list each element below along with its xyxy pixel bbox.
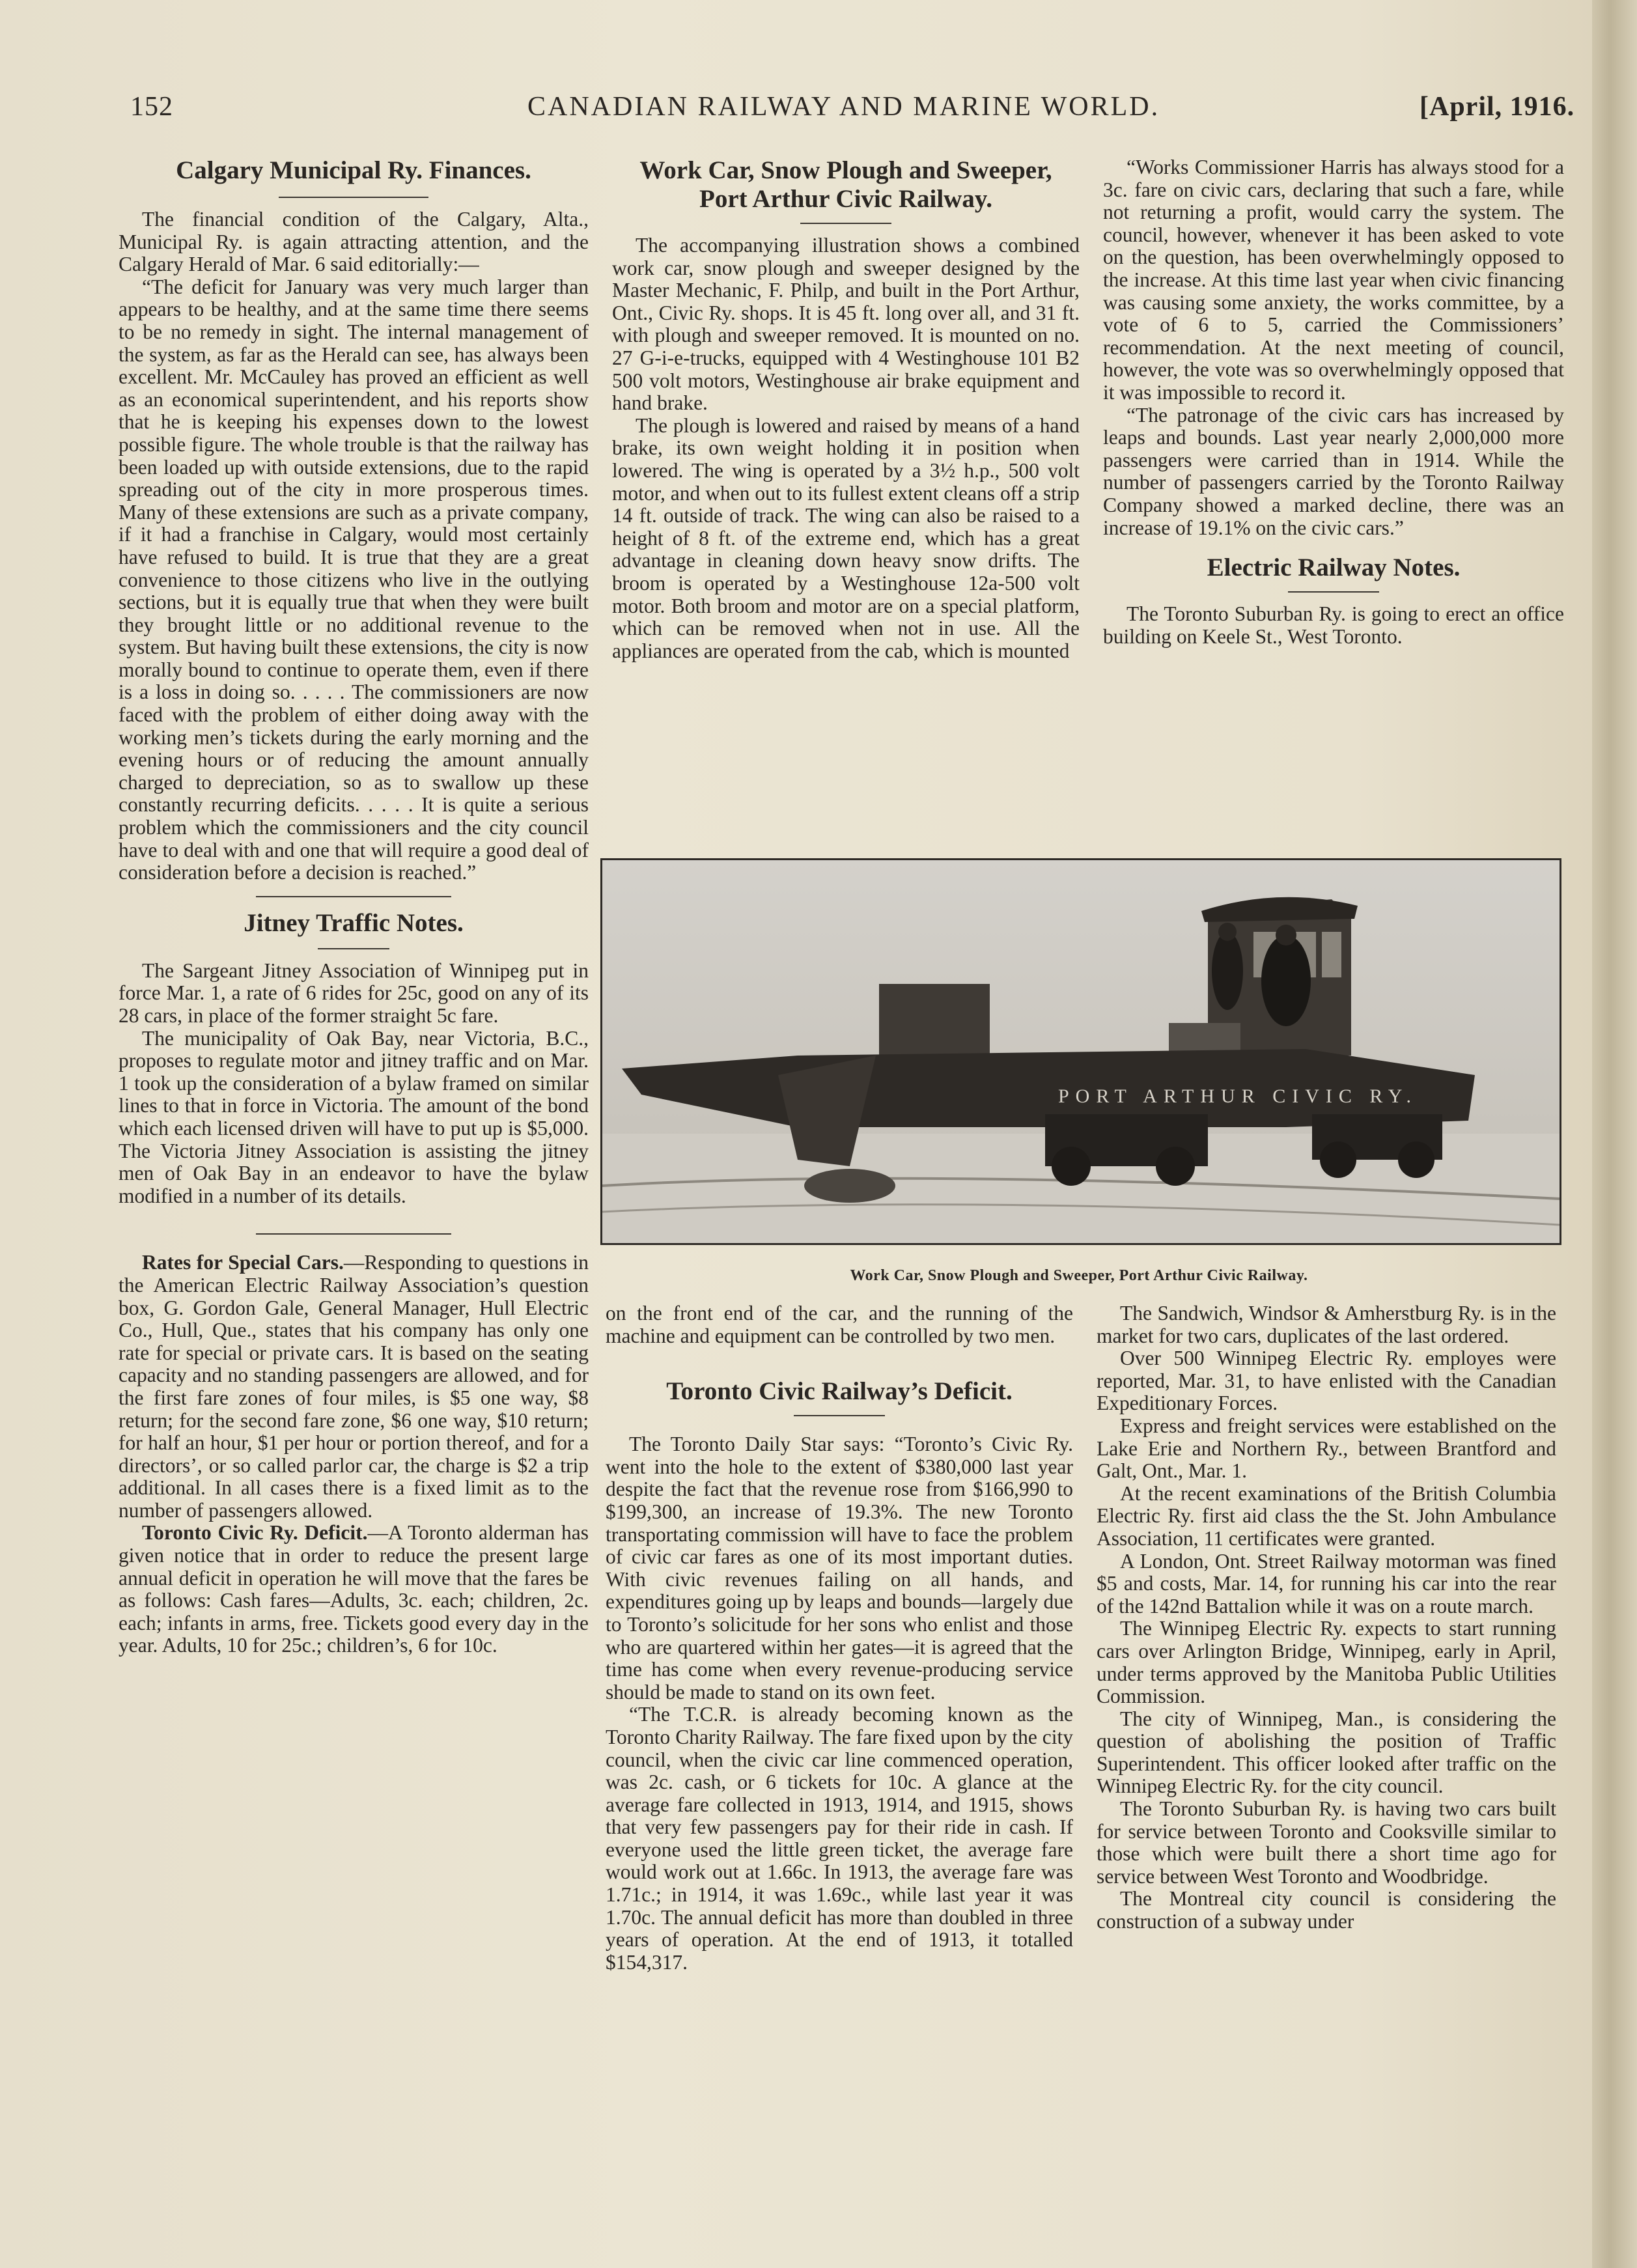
paragraph: The financial condition of the Calgary, Alta., Municipal Ry. is again attracting attention, and the Calgary Herald of Mar. 6 said editorially:—	[119, 208, 589, 276]
column-right-bottom	[1097, 1302, 1556, 1933]
issue-date: [April, 1916.	[1420, 92, 1575, 122]
page-number: 152	[130, 92, 173, 122]
heading-rule	[800, 223, 891, 224]
rates-text: —Responding to questions in the American Electric Railway Association’s question box, G. Gordon Gale, General Manager, Hull Electric Co., Hull, Que., states that his company has only one rate for special or private cars. It is based on the seating capacity and no standing passengers are allowed, and for the first fare zones of four miles, is $5 one way, $8 return; for the second fare zone, $6 one way, $10 return; for half an hour, $1 per hour or portion thereof, and for a directors’, or so called parlor car, the charge is $2 a trip additional. In all cases there is a fixed limit as to the number of passengers allowed.	[119, 1251, 589, 1522]
paragraph: Over 500 Winnipeg Electric Ry. employes were reported, Mar. 31, to have enlisted with the Canadian Expeditionary Forces.	[1097, 1347, 1556, 1415]
heading-workcar-line2: Port Arthur Civic Railway.	[699, 185, 992, 213]
work-car-photo	[600, 858, 1561, 1245]
paragraph: The Montreal city council is considering the construction of a subway under	[1097, 1887, 1556, 1933]
heading-rule	[794, 1415, 885, 1416]
motor-housing	[879, 984, 990, 1062]
paragraph: At the recent examinations of the British Columbia Electric Ry. first aid class the the St. John Ambulance Association, 11 certificates were granted.	[1097, 1481, 1556, 1550]
paragraph: The Sargeant Jitney Association of Winnipeg put in force Mar. 1, a rate of 6 rides for 25c, good on any of its 28 cars, in place of the former straight 5c fare.	[119, 959, 589, 1027]
paragraph: A London, Ont. Street Railway motorman was fined $5 and costs, Mar. 14, for running his car into the rear of the 142nd Battalion while it was on a route march.	[1097, 1549, 1556, 1617]
paragraph: The Toronto Suburban Ry. is going to erect an office building on Keele St., West Toronto.	[1103, 602, 1564, 648]
paragraph: The Winnipeg Electric Ry. expects to start running cars over Arlington Bridge, Winnipeg, early in April, under terms approved by the Manitoba Public Utilities Commission.	[1097, 1617, 1556, 1708]
paragraph: The accompanying illustration shows a combined work car, snow plough and sweeper designed by the Master Mechanic, F. Philp, and built in the Port Arthur, Ont., Civic Ry. shops. It is 45 ft. long over all, and 31 ft. with plough and sweeper removed. It is mounted on no. 27 G-i-e-trucks, equipped with 4 Westinghouse 101 B2 500 volt motors, Westinghouse air brake equipment and hand brake.	[612, 234, 1080, 415]
section-rule	[256, 896, 451, 897]
journal-title: CANADIAN RAILWAY AND MARINE WORLD.	[527, 92, 1160, 122]
column-middle-bottom	[606, 1302, 1073, 1974]
heading-calgary: Calgary Municipal Ry. Finances.	[176, 156, 531, 184]
paragraph: The Toronto Suburban Ry. is having two cars built for service between Toronto and Cooksville similar to those which were built there a short time ago for service between West Toronto and Woodbridge.	[1097, 1797, 1556, 1888]
section-rule	[256, 1233, 451, 1235]
page-gutter	[1592, 0, 1637, 2268]
paragraph: “Works Commissioner Harris has always stood for a 3c. fare on civic cars, declaring that such a fare, while not returning a profit, would carry the system. The council, however, whenever it has been asked to vote on the question, has been overwhelmingly opposed to the increase. At this time last year when civic financing was causing some anxiety, the works committee, by a vote of 6 to 5, carried the Commissioners’ recommendation. At the next meeting of council, however, the vote was so overwhelmingly opposed that it was impossible to record it.	[1103, 156, 1564, 404]
column-right-top	[1103, 156, 1564, 648]
article-calgary	[119, 156, 589, 884]
paragraph: The municipality of Oak Bay, near Victoria, B.C., proposes to regulate motor and jitney traffic and on Mar. 1 took up the consideration of a bylaw framed on similar lines to that in force in Victoria. The amount of the bond which each licensed driven will have to put up is $5,000. The Victoria Jitney Association is assisting the jitney men of Oak Bay in an endeavor to have the bylaw modified in a number of its details.	[119, 1026, 589, 1207]
heading-toronto: Toronto Civic Railway’s Deficit.	[666, 1377, 1013, 1406]
crew-member	[1212, 932, 1243, 1010]
heading-rule	[1288, 591, 1379, 593]
runin-rates: Rates for Special Cars.	[142, 1251, 344, 1274]
article-jitney	[119, 909, 589, 1208]
heading-electric: Electric Railway Notes.	[1207, 553, 1461, 582]
paragraph: The plough is lowered and raised by means of a hand brake, its own weight holding it in position when lowered. The wing is operated by a 3½ h.p., 500 volt motor, and when out to its fullest extent cleans off a strip 14 ft. outside of track. The wing can also be raised to a height of 8 ft. of the extreme end, which has a great advantage in cleaning down heavy snow drifts. The broom is operated by a Westinghouse 12a-500 volt motor. Both broom and motor are on a special platform, which can be removed when not in use. All the appliances are operated from the cab, which is mounted	[612, 413, 1080, 662]
rates-paragraph	[119, 1252, 589, 1522]
column-middle-top	[612, 156, 1080, 662]
sweeper-broom	[804, 1169, 895, 1203]
paragraph: The Sandwich, Windsor & Amherstburg Ry. is in the market for two cars, duplicates of the last ordered.	[1097, 1302, 1556, 1347]
column-left	[119, 156, 589, 1657]
heading-workcar-line1: Work Car, Snow Plough and Sweeper,	[639, 156, 1052, 184]
heading-rule	[318, 948, 389, 949]
car-lettering: PORT ARTHUR CIVIC RY.	[1058, 1085, 1418, 1107]
tcr-text: —A Toronto alderman has given notice that in order to reduce the present large annual deficit in operation he will move that the fares be as follows: Cash fares—Adults, 3c. each; children, 2c. each; infants in arms, free. Tickets good every day in the year. Adults, 10 for 25c.; children’s, 6 for 10c.	[119, 1521, 589, 1657]
paragraph-continuation: on the front end of the car, and the running of the machine and equipment can be controlled by two men.	[606, 1302, 1073, 1347]
paragraph: “The T.C.R. is already becoming known as the Toronto Charity Railway. The fare fixed upon by the city council, when the civic car line commenced operation, was 2c. cash, or 6 tickets for 10c. A glance at the average fare collected in 1913, 1914, and 1915, shows that very few passengers pay for their ride in cash. If everyone used the little green ticket, the average fare would work out at 1.66c. In 1913, the average fare was 1.71c.; in 1914, it was 1.69c., while last year it was 1.70c. The annual deficit has more than doubled in three years of operation. At the end of 1913, it totalled $154,317.	[606, 1703, 1073, 1974]
paragraph: “The deficit for January was very much larger than appears to be healthy, and at the same time there seems to be no remedy in sight. The internal management of the system, as far as the Herald can see, has always been excellent. Mr. McCauley has proved an efficient as well as an economical superintendent, and his reports show that he is keeping his expenses down to the lowest possible figure. The whole trouble is that the railway has been loaded up with outside extensions, due to the rapid spreading out of the city in more prosperous times. Many of these extensions are such as a private company, if it had a franchise in Calgary, would most certainly have refused to build. It is true that they are a great convenience to those citizens who live in the outlying sections, but it is equally true that when they were built they brought little or no additional revenue to the system. But having built these extensions, the city is now morally bound to continue to operate them, even if there is a loss in doing so. . . . . The commissioners are now faced with the problem of either doing away with the working men’s tickets during the early morning and the evening hours or of reducing the amount annually charged to depreciation, so as to swallow up these constantly recurring deficits. . . . . It is quite a serious problem which the commissioners and the city council have to deal with and one that will require a good deal of consideration before a decision is reached.”	[119, 275, 589, 884]
paragraph: “The patronage of the civic cars has increased by leaps and bounds. Last year nearly 2,000,000 more passengers were carried than in 1914. While the number of passengers carried by the Toronto Railway Company showed a marked decline, there was an increase of 19.1% on the civic cars.”	[1103, 403, 1564, 539]
crew-member	[1261, 935, 1311, 1026]
heading-rule	[279, 197, 428, 198]
photo-caption: Work Car, Snow Plough and Sweeper, Port Arthur Civic Railway.	[850, 1267, 1308, 1284]
heading-jitney: Jitney Traffic Notes.	[244, 908, 464, 937]
paragraph: The Toronto Daily Star says: “Toronto’s Civic Ry. went into the hole to the extent of $380,000 last year despite the fact that the revenue rose from $166,990 to $199,300, an increase of 19.3%. The new Toronto transportating commission will have to face the problem of civic car fares as one of its most important duties. With civic revenues failing on all hands, and expenditures going up by leaps and bounds—largely due to Toronto’s solicitude for her sons who enlist and those who are quartered within her gates—it is agreed that the time has come when every revenue-producing service should be made to stand on its own feet.	[606, 1433, 1073, 1703]
paragraph: Express and freight services were established on the Lake Erie and Northern Ry., between Brantford and Galt, Ont., Mar. 1.	[1097, 1414, 1556, 1483]
work-car-illustration	[602, 860, 1560, 1243]
tcr-paragraph	[119, 1522, 589, 1657]
runin-tcr: Toronto Civic Ry. Deficit.	[142, 1521, 368, 1545]
paragraph: The city of Winnipeg, Man., is considering the question of abolishing the position of Traffic Superintendent. This officer looked after traffic on the Winnipeg Electric Ry. for the city council.	[1097, 1707, 1556, 1798]
